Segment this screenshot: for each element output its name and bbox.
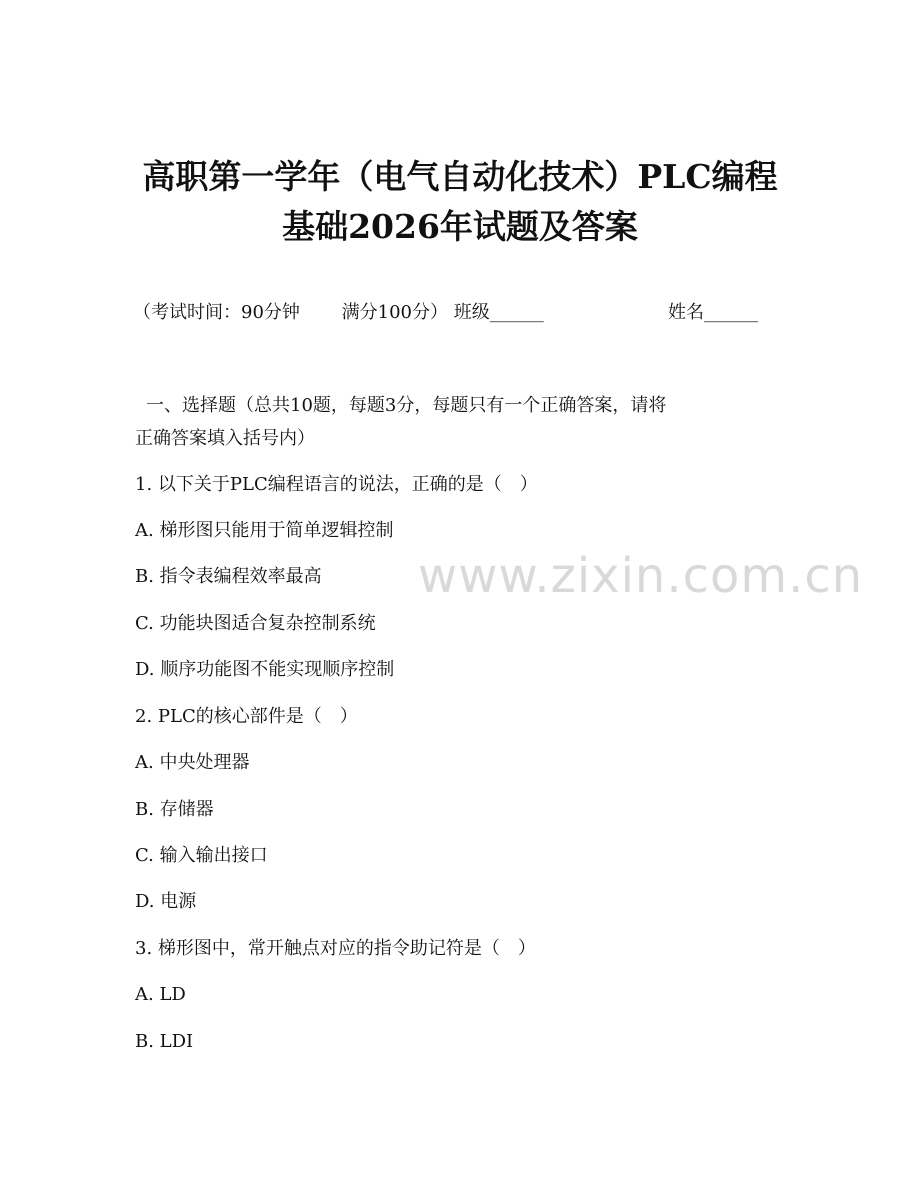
document-title-line-1: 高职第一学年（电气自动化技术）PLC编程 (142, 157, 778, 196)
question-2-option-a: A. 中央处理器 (135, 752, 250, 773)
question-2-option-d: D. 电源 (135, 891, 197, 912)
question-1-option-c: C. 功能块图适合复杂控制系统 (135, 613, 376, 634)
question-1-option-a: A. 梯形图只能用于简单逻辑控制 (135, 520, 394, 541)
question-3-option-b: B. LDI (135, 1031, 194, 1052)
question-3-option-a: A. LD (135, 984, 186, 1005)
question-2-option-c: C. 输入输出接口 (135, 845, 268, 866)
question-1-option-d: D. 顺序功能图不能实现顺序控制 (135, 659, 395, 680)
exam-info-time-score-class: （考试时间：90分钟 满分100分） 班级______ (133, 302, 544, 323)
section-heading-line-1: 一、选择题（总共10题，每题3分，每题只有一个正确答案，请将 (146, 395, 667, 416)
exam-info-name: 姓名______ (668, 302, 758, 323)
question-2-stem: 2. PLC的核心部件是（ ） (135, 706, 358, 727)
document-title-line-2: 基础2026年试题及答案 (282, 207, 638, 246)
question-2-option-b: B. 存储器 (135, 799, 214, 820)
section-heading-line-2: 正确答案填入括号内） (135, 428, 315, 449)
site-watermark: www.zixin.com.cn (418, 548, 864, 604)
question-1-option-b: B. 指令表编程效率最高 (135, 566, 322, 587)
question-1-stem: 1. 以下关于PLC编程语言的说法，正确的是（ ） (135, 474, 538, 495)
question-3-stem: 3. 梯形图中，常开触点对应的指令助记符是（ ） (135, 938, 536, 959)
